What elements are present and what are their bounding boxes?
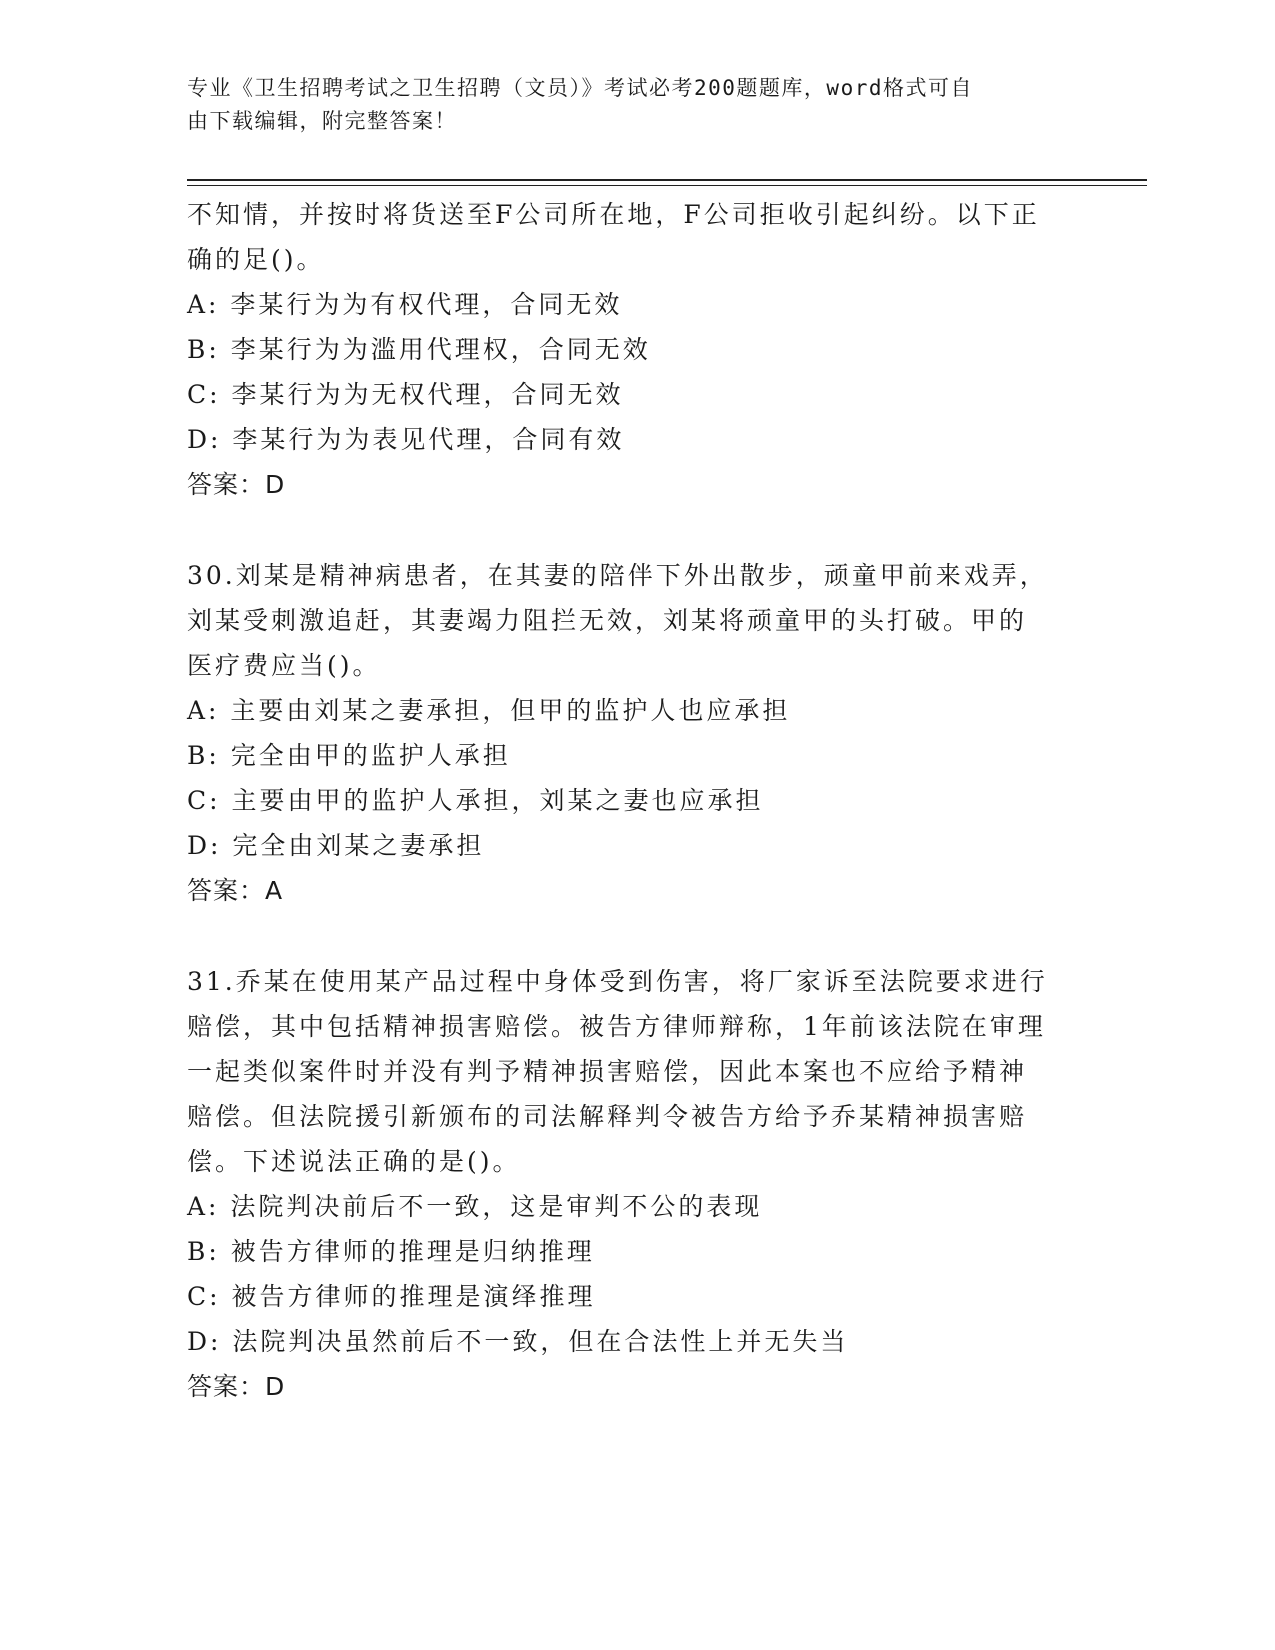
option-c: C: 被告方律师的推理是演绎推理 (187, 1282, 596, 1311)
option-b: B: 被告方律师的推理是归纳推理 (187, 1237, 595, 1266)
question-text-line: 一起类似案件时并没有判予精神损害赔偿，因此本案也不应给予精神 (187, 1057, 1028, 1086)
option-d: D: 完全由刘某之妻承担 (187, 831, 485, 860)
option-a: A: 李某行为为有权代理，合同无效 (187, 290, 623, 319)
option-d: D: 李某行为为表见代理，合同有效 (187, 425, 625, 454)
question-text-line: 不知情，并按时将货送至F公司所在地，F公司拒收引起纠纷。以下正 (187, 200, 1040, 229)
option-a: A: 主要由刘某之妻承担，但甲的监护人也应承担 (187, 696, 791, 725)
question-text-line: 31.乔某在使用某产品过程中身体受到伤害，将厂家诉至法院要求进行 (187, 967, 1048, 996)
header-line-2: 由下载编辑，附完整答案！ (187, 109, 457, 133)
answer-label: 答案：D (187, 1372, 286, 1401)
question-29 (187, 192, 1097, 507)
answer-label: 答案：A (187, 876, 284, 905)
document-body (187, 192, 1097, 1409)
question-text-line: 赔偿，其中包括精神损害赔偿。被告方律师辩称，1年前该法院在审理 (187, 1012, 1046, 1041)
option-a: A: 法院判决前后不一致，这是审判不公的表现 (187, 1192, 763, 1221)
header-rule-thick (187, 179, 1147, 181)
question-text-line: 医疗费应当()。 (187, 651, 381, 680)
question-text-line: 赔偿。但法院援引新颁布的司法解释判令被告方给予乔某精神损害赔 (187, 1102, 1028, 1131)
answer-label: 答案：D (187, 470, 286, 499)
header-line-1: 专业《卫生招聘考试之卫生招聘（文员）》考试必考200题题库，word格式可自 (187, 76, 973, 100)
question-text-line: 偿。下述说法正确的是()。 (187, 1147, 521, 1176)
question-text-line: 刘某受刺激追赶，其妻竭力阻拦无效，刘某将顽童甲的头打破。甲的 (187, 606, 1028, 635)
header-rule-thin (187, 185, 1147, 186)
option-d: D: 法院判决虽然前后不一致，但在合法性上并无失当 (187, 1327, 849, 1356)
option-b: B: 李某行为为滥用代理权，合同无效 (187, 335, 651, 364)
option-b: B: 完全由甲的监护人承担 (187, 741, 511, 770)
question-spacer (187, 507, 1097, 553)
option-c: C: 李某行为为无权代理，合同无效 (187, 380, 624, 409)
question-text-line: 确的足()。 (187, 245, 325, 274)
document-header (187, 72, 1087, 138)
question-30 (187, 553, 1097, 913)
question-31 (187, 959, 1097, 1409)
question-text-line: 30.刘某是精神病患者，在其妻的陪伴下外出散步，顽童甲前来戏弄， (187, 561, 1048, 590)
option-c: C: 主要由甲的监护人承担，刘某之妻也应承担 (187, 786, 764, 815)
question-spacer (187, 913, 1097, 959)
